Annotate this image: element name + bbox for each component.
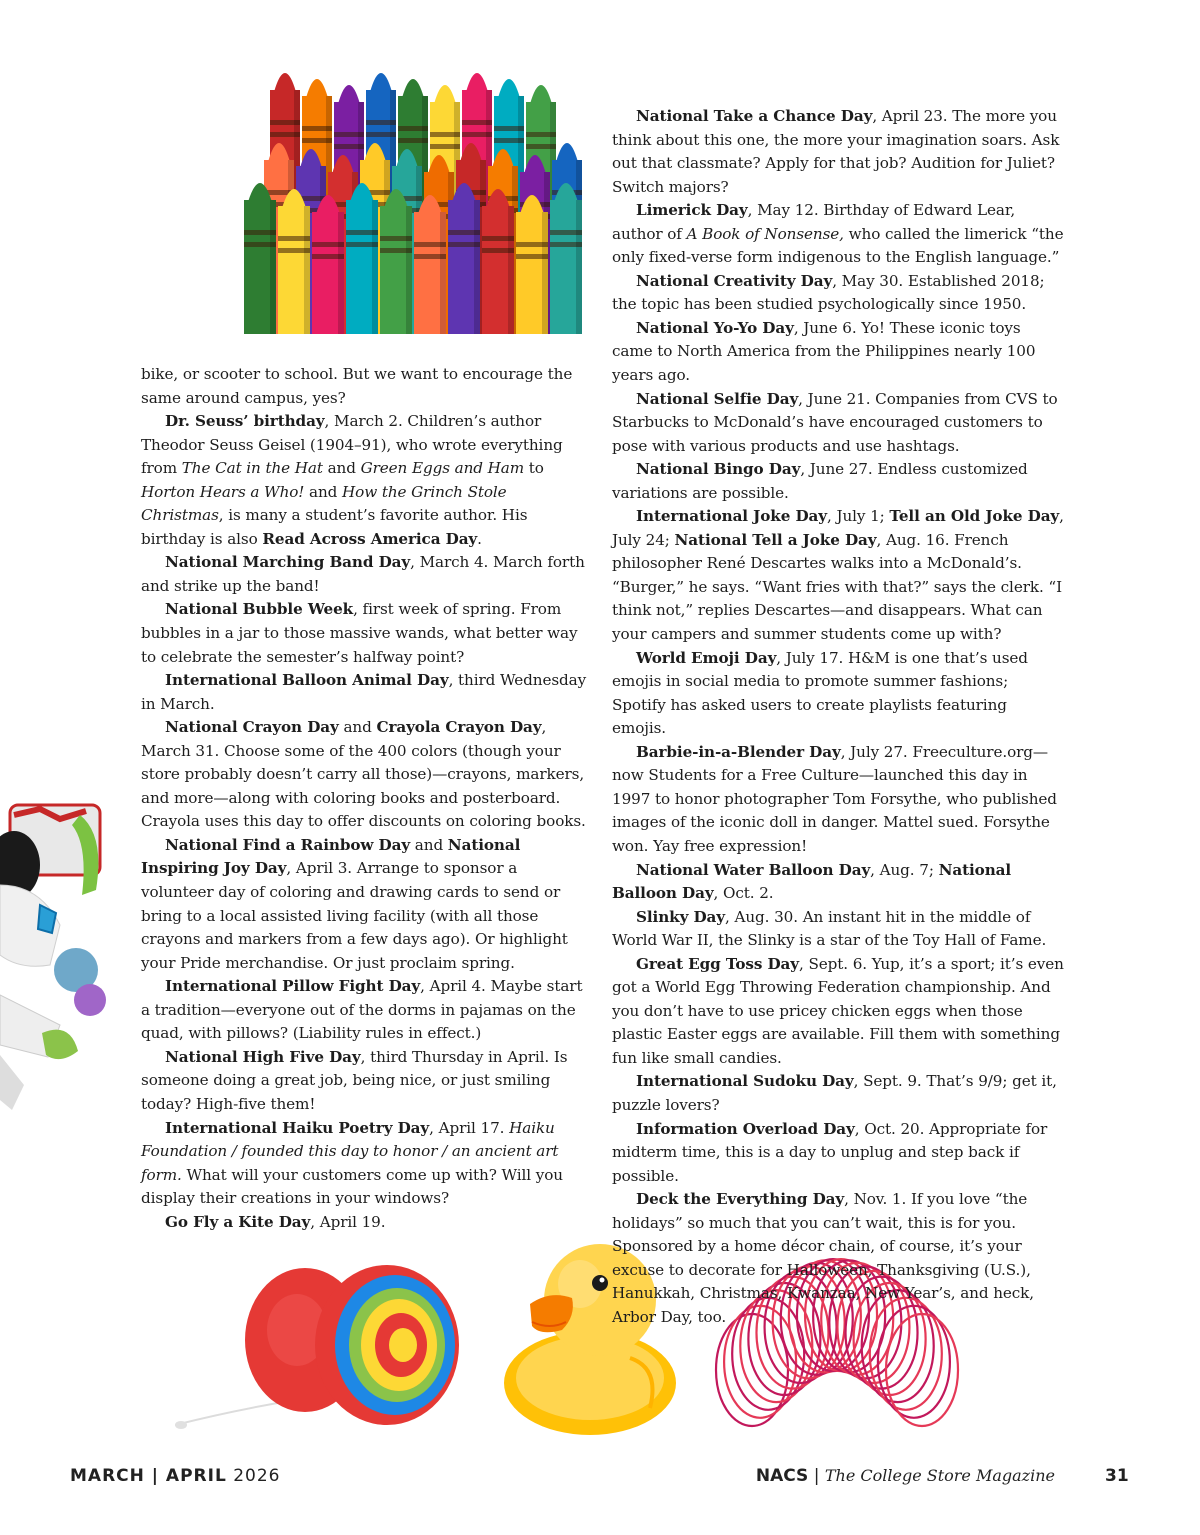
paragraph [141, 1211, 589, 1235]
event-name: National Bingo Day [636, 460, 801, 479]
event-name: National Selfie Day [636, 389, 799, 408]
event-name: National Crayon Day [165, 718, 339, 737]
paragraph [612, 953, 1064, 1071]
paragraph [612, 906, 1064, 953]
italic-text: How the Grinch Stole Christmas [141, 482, 507, 525]
body-text: , April 17. [429, 1118, 510, 1137]
paragraph [612, 388, 1064, 459]
body-text: who called the limerick “the only fixed-verse form indigenous to the English language.” [612, 224, 1064, 267]
crayon [448, 183, 480, 334]
body-text: , Sept. 9. That’s 9/9; get it, puzzle lovers? [612, 1072, 1057, 1114]
page-number: 31 [1105, 1466, 1129, 1486]
event-name: Dr. Seuss’ birthday [165, 412, 325, 431]
crayons-image [242, 48, 584, 334]
body-text: bike, or scooter to school. But we want to encourage the same around campus, yes? [141, 365, 573, 407]
body-text: , July 17. H&M is one that’s used emojis in social media to promote summer fashions; Spotify has asked users to create playlists featuring emojis. [612, 648, 1028, 738]
right-text-column [612, 105, 1064, 1329]
left-text-column [141, 363, 589, 1234]
paragraph [612, 1188, 1064, 1329]
event-name: Deck the Everything Day [636, 1190, 845, 1209]
body-text: , third Thursday in April. Is someone doing a great job, being nice, or just smiling today? High-five them! [141, 1047, 568, 1113]
footer-separator: | [813, 1466, 820, 1486]
event-name: National Take a Chance Day [636, 107, 873, 125]
paragraph [141, 1117, 589, 1211]
body-text: , March 2. Children’s author Theodor Seuss Geisel (1904–91), who wrote everything from [141, 412, 563, 478]
issue-year: 2026 [233, 1466, 281, 1486]
space-ranger-toy-image [0, 795, 108, 1115]
body-text: , May 12. Birthday of Edward Lear, author of [612, 201, 1016, 243]
body-text: , Aug. 16. French philosopher René Descartes walks into a McDonald’s. “Burger,” he says. “Want fries with that?” says the clerk. “I think not,” replies Descartes—and disappears. What can your campers and summer students come up with? [612, 530, 1062, 644]
paragraph [612, 647, 1064, 741]
body-text: , April 19. [310, 1212, 386, 1231]
paragraph [612, 859, 1064, 906]
body-text: and [304, 482, 343, 501]
event-name: World Emoji Day [636, 648, 777, 667]
body-text: , third Wednesday in March. [141, 671, 587, 713]
brand-name: NACS [755, 1466, 809, 1486]
body-text: , April 23. The more you think about this one, the more your imagination soars. Ask out that classmate? Apply for that job? Audition for Juliet? Switch majors? [612, 107, 1060, 196]
crayon [278, 189, 310, 334]
paragraph [141, 975, 589, 1046]
body-text: , is many a student’s favorite author. His birthday is also [141, 506, 528, 548]
event-name: Barbie-in-a-Blender Day [636, 742, 841, 761]
event-name: Slinky Day [636, 907, 726, 926]
body-text: , July 24; [612, 507, 1064, 549]
crayon [380, 189, 412, 334]
event-name: National Marching Band Day [165, 553, 411, 572]
body-text: , July 1; [827, 507, 890, 526]
crayon [312, 195, 344, 334]
body-text: , March 31. Choose some of the 400 colors (though your store probably doesn’t carry all those)—crayons, markers, and more—along with coloring books and posterboard. Crayola uses this day to offer discounts on coloring books. [141, 718, 586, 831]
paragraph [612, 105, 1064, 199]
crayon [244, 183, 276, 334]
event-name: National High Five Day [165, 1047, 361, 1066]
body-text: , first week of spring. From bubbles in a jar to those massive wands, what better way to celebrate the semester’s halfway point? [141, 600, 578, 666]
event-name: Limerick Day [636, 201, 748, 220]
italic-text: Haiku Foundation / founded this day to honor / an ancient art form. [141, 1118, 559, 1184]
paragraph [141, 598, 589, 669]
yo-yo-image [175, 1260, 470, 1440]
crayon [346, 183, 378, 334]
body-text: and [410, 835, 448, 854]
body-text: , Nov. 1. If you love “the holidays” so much that you can’t wait, this is for you. Sponsored by a home décor chain, of course, it’s your excuse to decorate for Halloween, Thanksgiving (U.S.), Hanukkah, Christmas, Kwanzaa, New Year’s, and heck, Arbor Day, too. [612, 1190, 1035, 1326]
paragraph [141, 716, 589, 834]
italic-text: The Cat in the Hat [181, 459, 323, 478]
body-text: , May 30. Established 2018; the topic has been studied psychologically since 1950. [612, 271, 1045, 314]
body-text: , June 6. Yo! These iconic toys came to North America from the Philippines nearly 100 years ago. [612, 318, 1036, 385]
paragraph [141, 1046, 589, 1117]
event-name: Information Overload Day [636, 1119, 855, 1138]
italic-text: Green Eggs and Ham [360, 459, 525, 478]
body-text: , Oct. 2. [713, 884, 774, 903]
issue-months: MARCH | APRIL [70, 1466, 227, 1486]
event-name: Crayola Crayon Day [376, 718, 542, 737]
event-name: National Balloon Day [612, 860, 1012, 903]
event-name: National Yo-Yo Day [636, 318, 794, 337]
paragraph [141, 551, 589, 598]
body-text: and [322, 459, 361, 478]
event-name: National Inspiring Joy Day [141, 835, 521, 878]
paragraph [612, 1070, 1064, 1117]
event-name: International Sudoku Day [636, 1072, 854, 1091]
crayon [414, 195, 446, 334]
body-text: , June 27. Endless customized variations are possible. [612, 460, 1028, 502]
body-text: , March 4. March forth and strike up the band! [141, 553, 585, 595]
paragraph [612, 1118, 1064, 1189]
paragraph [612, 199, 1064, 270]
event-name: Read Across America Day [262, 529, 478, 548]
event-name: Tell an Old Joke Day [889, 507, 1060, 526]
event-name: National Water Balloon Day [636, 860, 871, 879]
body-text: What will your customers come up with? Will you display their creations in your windows? [141, 1165, 563, 1208]
body-text: , April 3. Arrange to sponsor a volunteer day of coloring and drawing cards to send or bring to a local assisted living facility (with all those crayons and markers from a few days ago). Or highlight your Pride merchandise. Or just proclaim spring. [141, 859, 568, 972]
event-name: International Pillow Fight Day [165, 977, 421, 996]
body-text: , April 4. Maybe start a tradition—everyone out of the dorms in pajamas on the quad, with pillows? (Liability rules in effect.) [141, 977, 583, 1043]
paragraph [612, 317, 1064, 388]
event-name: National Creativity Day [636, 271, 833, 290]
event-name: Great Egg Toss Day [636, 954, 799, 973]
paragraph [141, 834, 589, 975]
event-name: International Joke Day [636, 507, 827, 526]
crayon [482, 189, 514, 334]
event-name: National Bubble Week [165, 600, 354, 619]
paragraph [141, 410, 589, 551]
paragraph [141, 669, 589, 716]
body-text: , June 21. Companies from CVS to Starbucks to McDonald’s have encouraged customers to pose with various products and use hashtags. [612, 389, 1058, 455]
paragraph [612, 505, 1064, 646]
event-name: National Tell a Joke Day [674, 530, 877, 549]
issue-date [70, 1466, 280, 1486]
magazine-credit [756, 1466, 1055, 1486]
event-name: International Balloon Animal Day [165, 671, 449, 690]
body-text: , Aug. 30. An instant hit in the middle of World War II, the Slinky is a star of the Toy Hall of Fame. [612, 907, 1047, 950]
body-text: and [338, 718, 377, 737]
crayon [550, 183, 582, 334]
italic-text: Horton Hears a Who! [141, 482, 305, 501]
event-name: National Find a Rainbow Day [165, 835, 411, 854]
body-text: , Oct. 20. Appropriate for midterm time, this is a day to unplug and step back if possible. [612, 1119, 1048, 1185]
paragraph [612, 458, 1064, 505]
crayon [516, 195, 548, 334]
body-text: . [477, 529, 482, 548]
body-text: , Sept. 6. Yup, it’s a sport; it’s even got a World Egg Throwing Federation championship. And you don’t have to use pricey chicken eggs when those plastic Easter eggs are available. Fill them with something fun like small candies. [612, 954, 1064, 1067]
magazine-title: The College Store Magazine [824, 1466, 1055, 1485]
paragraph [612, 270, 1064, 317]
body-text: , July 27. Freeculture.org—now Students for a Free Culture—launched this day in 1997 to honor photographer Tom Forsythe, who published images of the iconic doll in danger. Mattel sued. Forsythe won. Yay free expression! [612, 742, 1057, 855]
italic-text: A Book of Nonsense, [686, 224, 844, 243]
body-text: to [524, 459, 544, 478]
paragraph [141, 363, 589, 410]
paragraph [612, 741, 1064, 859]
event-name: Go Fly a Kite Day [165, 1212, 311, 1231]
body-text: , Aug. 7; [870, 860, 939, 879]
event-name: International Haiku Poetry Day [165, 1118, 430, 1137]
